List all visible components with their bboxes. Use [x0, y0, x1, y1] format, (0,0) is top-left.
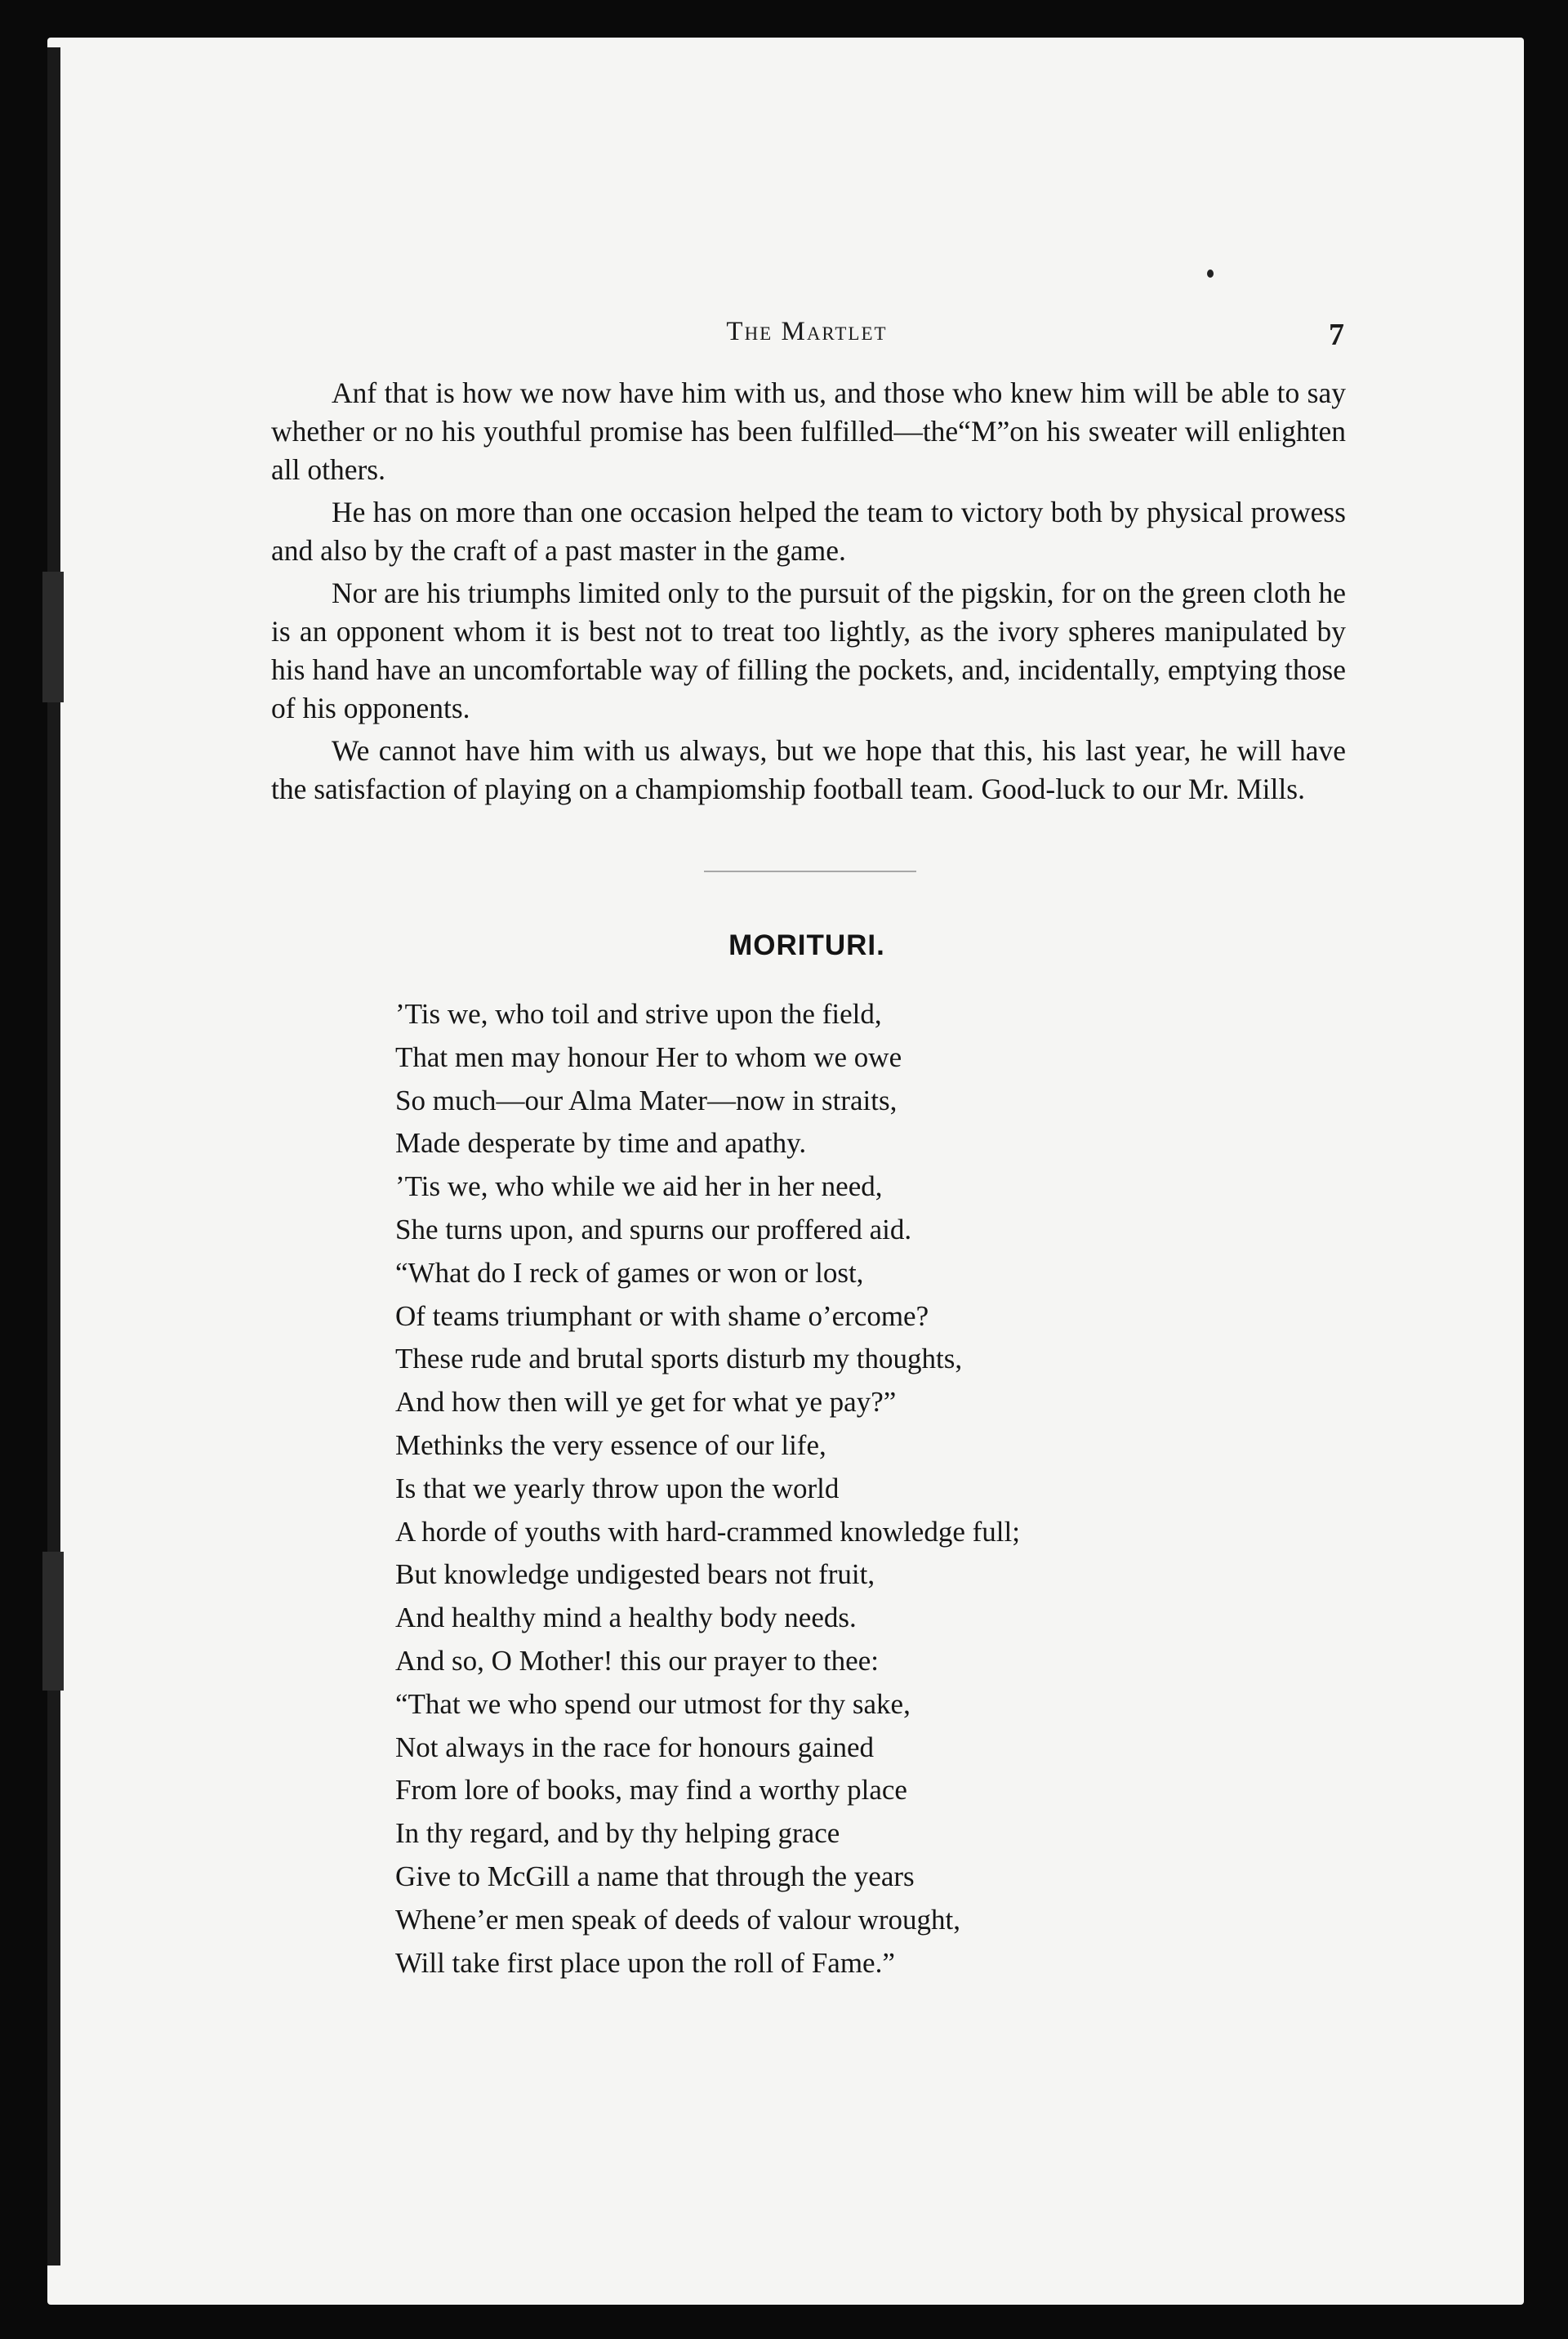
poem-line: And how then will ye get for what ye pay?” [395, 1386, 897, 1419]
page-number: 7 [1329, 318, 1344, 352]
poem-line: “That we who spend our utmost for thy sake, [395, 1687, 911, 1720]
poem-line: She turns upon, and spurns our proffered aid. [395, 1213, 912, 1245]
ink-speck [1207, 270, 1214, 278]
poem-line: Give to McGill a name that through the years [395, 1860, 915, 1892]
poem-line: Will take first place upon the roll of Fame.” [395, 1946, 895, 1979]
binding-edge [47, 47, 60, 2265]
running-head: The Martlet [726, 317, 888, 346]
binding-mark [42, 1552, 64, 1691]
poem-line: Made desperate by time and apathy. [395, 1127, 807, 1160]
poem-title: MORITURI. [728, 929, 885, 961]
section-divider [704, 871, 916, 872]
paragraph: He has on more than one occasion helped the team to victory both by physical prowess and also by the craft of a past master in the game. [271, 496, 1346, 567]
page-header [270, 317, 1344, 366]
poem-line: “What do I reck of games or won or lost, [395, 1256, 864, 1289]
poem-line: And so, O Mother! this our prayer to thee: [395, 1644, 879, 1677]
poem-line: So much—our Alma Mater—now in straits, [395, 1084, 898, 1116]
paragraph: We cannot have him with us always, but we hope that this, his last year, he will have the satisfaction of playing on a champiomship football team. Good-luck to our Mr. Mills. [271, 734, 1346, 805]
poem-line: Of teams triumphant or with shame o’ercome? [395, 1299, 929, 1332]
poem-line: A horde of youths with hard-crammed knowledge full; [395, 1515, 1020, 1548]
poem-line: ’Tis we, who toil and strive upon the field, [395, 998, 882, 1030]
poem-line: Is that we yearly throw upon the world [395, 1472, 840, 1504]
poem-line: And healthy mind a healthy body needs. [395, 1602, 857, 1634]
paragraph: Anf that is how we now have him with us, and those who knew him will be able to say whether or no his youthful promise has been fulfilled—the“M”on his sweater will enlighten all others. [271, 376, 1346, 486]
poem-line: In thy regard, and by thy helping grace [395, 1817, 840, 1850]
poem-line: Whene’er men speak of deeds of valour wrought, [395, 1903, 960, 1936]
poem-line: That men may honour Her to whom we owe [395, 1040, 902, 1073]
poem-line: These rude and brutal sports disturb my thoughts, [395, 1343, 963, 1375]
binding-mark [42, 572, 64, 702]
poem-line: From lore of books, may find a worthy place [395, 1774, 907, 1807]
poem-body [395, 993, 1212, 1985]
poem-line: But knowledge undigested bears not fruit, [395, 1558, 875, 1591]
poem-line: Methinks the very essence of our life, [395, 1428, 826, 1461]
poem-line: Not always in the race for honours gained [395, 1731, 875, 1763]
article-body [271, 374, 1346, 813]
paragraph: Nor are his triumphs limited only to the pursuit of the pigskin, for on the green cloth he is an opponent whom it is best not to treat too lightly, as the ivory spheres manipulated by his hand have an uncomfortable way of filling the pockets, and, incidentally, emptying those of his opponents. [271, 577, 1346, 724]
poem-line: ’Tis we, who while we aid her in her need, [395, 1170, 883, 1203]
